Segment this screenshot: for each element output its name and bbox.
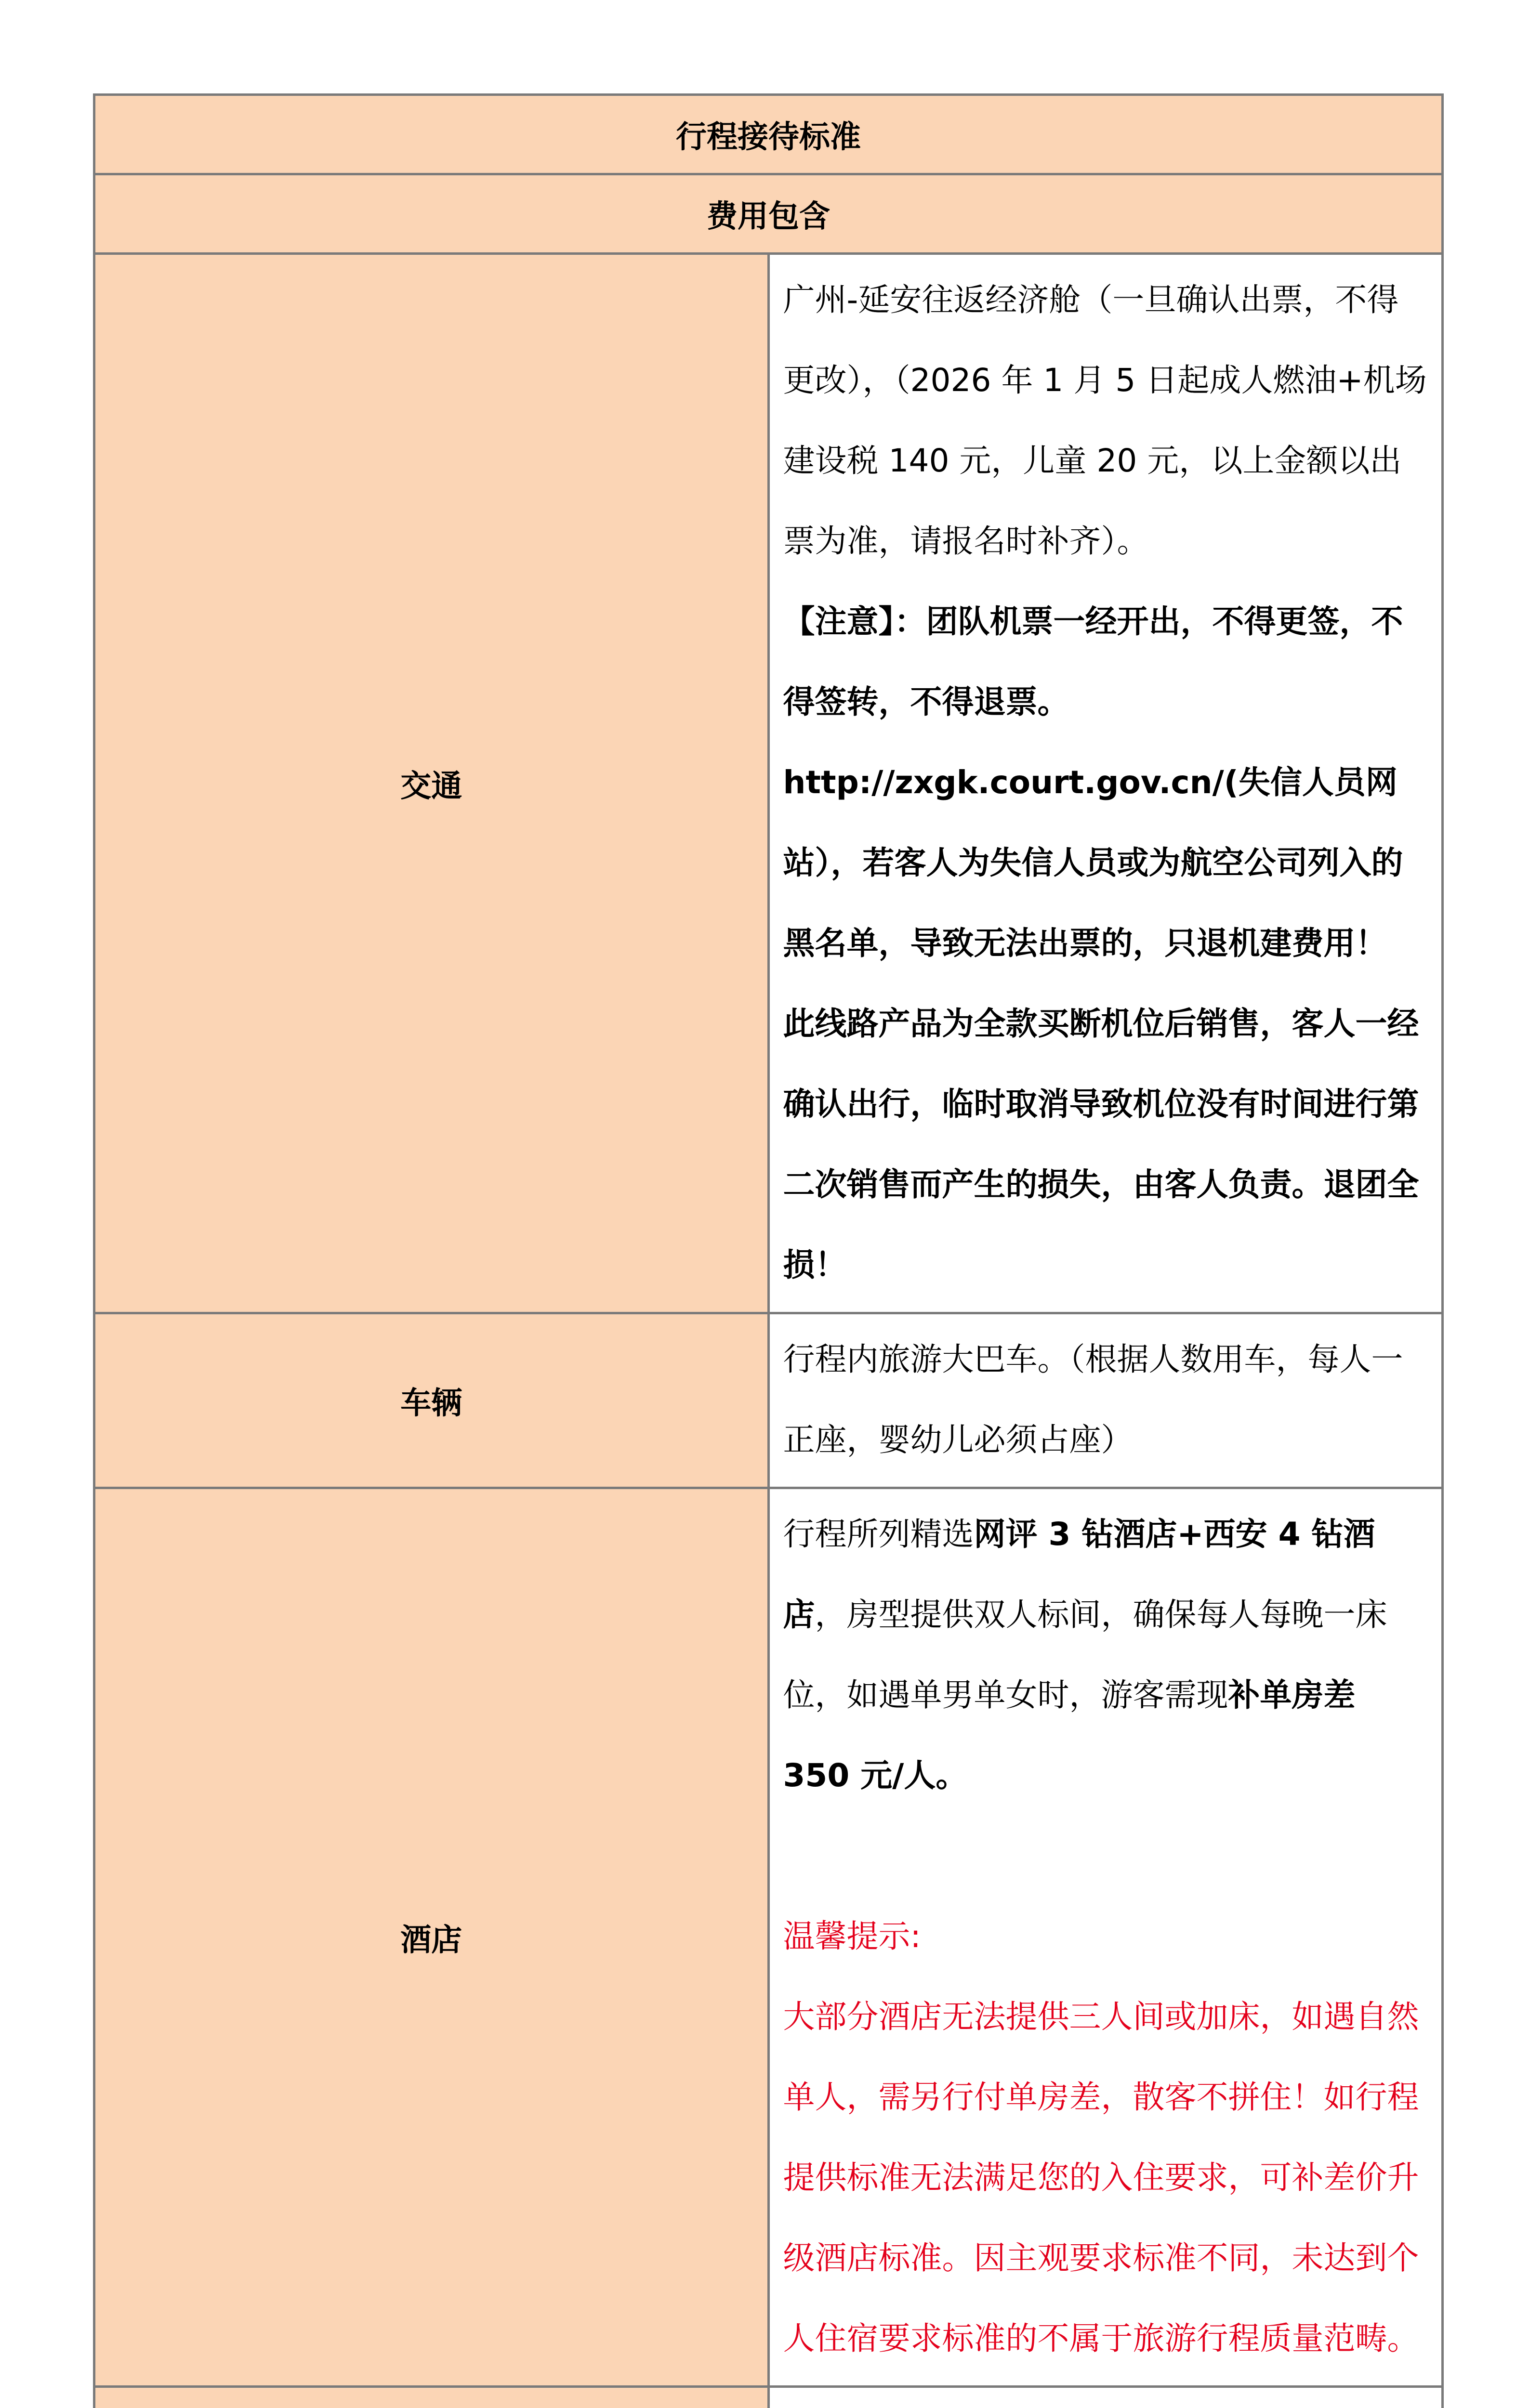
table-row	[94, 1488, 1443, 2387]
hotel-text-part: 行程所列精选	[783, 1516, 974, 1553]
meals-text	[783, 2393, 1430, 2408]
row-label-transport: 交通	[94, 254, 769, 1313]
hotel-tip-title: 温馨提示:	[783, 1896, 1430, 1976]
itinerary-standards-table	[93, 93, 1444, 2408]
hotel-star-rating: 网评 3 钻酒店+西安 4 钻酒店	[783, 1516, 1375, 1633]
transport-ticket-text: 广州-延安往返经济舱（一旦确认出票，不得更改），（2026 年 1 月 5 日起成人燃油+机场建设税 140 元，儿童 20 元，以上金额以出票为准，请报名时补齐）。	[783, 260, 1430, 581]
title-row	[94, 95, 1443, 174]
subtitle-row	[94, 174, 1443, 254]
table-row	[94, 1313, 1443, 1488]
table-row	[94, 2387, 1443, 2408]
row-label-meals	[94, 2387, 769, 2408]
row-label-vehicle: 车辆	[94, 1313, 769, 1488]
hotel-tip-text: 大部分酒店无法提供三人间或加床，如遇自然单人，需另行付单房差，散客不拼住！如行程提供标准无法满足您的入住要求，可补差价升级酒店标准。因主观要求标准不同，未达到个人住宿要求标准的不属于旅游行程质量范畴。	[783, 1976, 1430, 2379]
meals-content	[768, 2387, 1443, 2408]
vehicle-content	[768, 1313, 1443, 1488]
hotel-content	[768, 1488, 1443, 2387]
transport-notice: 【注意】：团队机票一经开出，不得更签，不得签转，不得退票。http://zxgk.court.gov.cn/(失信人员网站），若客人为失信人员或为航空公司列入的黑名单，导致无法出票的，只退机建费用！ 此线路产品为全款买断机位后销售，客人一经确认出行，临时取消导致机位没有时间进行第二次销售而产生的损失，由客人负责。退团全损！	[783, 581, 1430, 1305]
spacer	[783, 1816, 1430, 1896]
table-row	[94, 254, 1443, 1313]
row-label-hotel: 酒店	[94, 1488, 769, 2387]
hotel-standard-text	[783, 1494, 1430, 1816]
section-heading: 费用包含	[94, 174, 1443, 254]
single-room-supplement: 补单房差 350 元/人。	[783, 1676, 1356, 1794]
hotel-text-part: ，房型提供双人标间，确保每人每晚一床位，如遇单男单女时，游客需现	[783, 1596, 1387, 1714]
transport-content	[768, 254, 1443, 1313]
table-title: 行程接待标准	[94, 95, 1443, 174]
vehicle-text: 行程内旅游大巴车。（根据人数用车，每人一正座，婴幼儿必须占座）	[783, 1319, 1430, 1480]
